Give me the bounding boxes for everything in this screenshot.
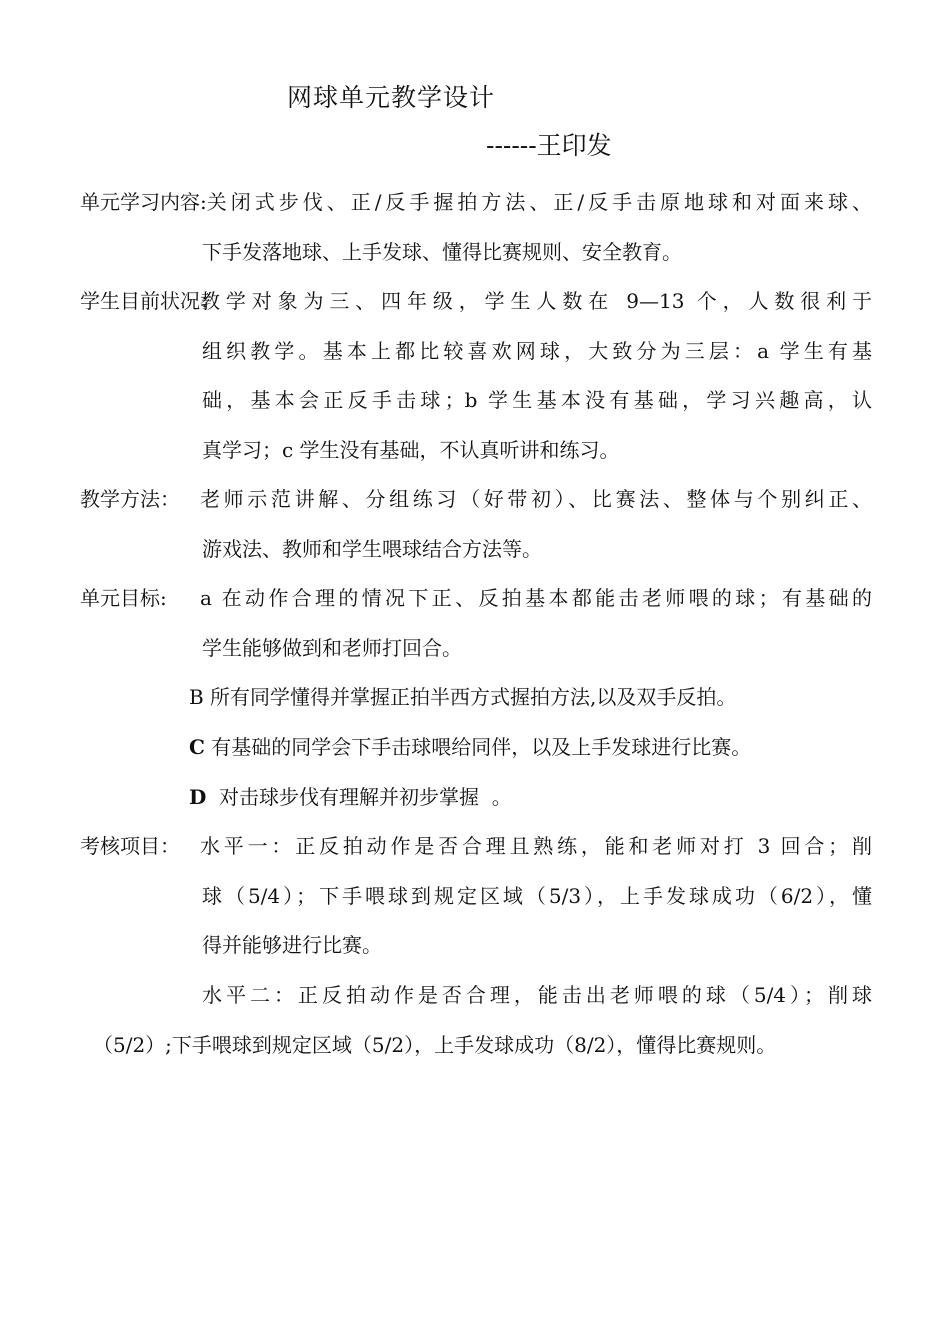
content-label: 单元学习内容:	[80, 190, 207, 214]
goal-item-d-letter: D	[189, 785, 207, 809]
status-text	[200, 277, 872, 327]
method-section	[80, 475, 872, 574]
document-title: 网球单元教学设计	[287, 83, 496, 112]
assessment-text	[200, 822, 872, 872]
document-author: ------王印发	[486, 131, 612, 160]
status-line: 组织教学。基本上都比较喜欢网球，大致分为三层：a 学生有基	[202, 338, 872, 363]
method-label: 教学方法：	[80, 487, 180, 511]
goal-item-b: B 所有同学懂得并掌握正拍半西方式握拍方法,以及双手反拍。	[189, 685, 737, 709]
goal-item-d	[189, 773, 512, 823]
goal-line: 学生能够做到和老师打回合。	[202, 635, 462, 660]
status-line: 教学对象为三、四年级，学生人数在 9—13 个，人数很利于	[200, 289, 872, 313]
assessment-level2	[80, 971, 872, 1070]
assessment-line: 水平一：正反拍动作是否合理且熟练，能和老师对打 3 回合；削	[200, 834, 872, 858]
goal-section	[80, 574, 872, 673]
assessment-level2-line: （5/2）;下手喂球到规定区域（5/2），上手发球成功（8/2），懂得比赛规则。	[93, 1032, 777, 1057]
status-label: 学生目前状况：	[80, 289, 220, 313]
assessment-label: 考核项目：	[80, 834, 180, 858]
assessment-line: 得并能够进行比赛。	[202, 933, 382, 957]
method-text	[200, 475, 872, 525]
status-line: 础，基本会正反手击球；b 学生基本没有基础，学习兴趣高，认	[202, 388, 872, 412]
goal-label: 单元目标:	[80, 586, 167, 610]
method-line: 老师示范讲解、分组练习（好带初）、比赛法、整体与个别纠正、	[200, 487, 872, 511]
content-line: 关闭式步伐、正/反手握拍方法、正/反手击原地球和对面来球、	[206, 190, 872, 214]
content-text	[207, 178, 872, 228]
goal-text	[200, 574, 872, 624]
goal-item-c-letter: C	[189, 735, 205, 759]
assessment-section	[80, 822, 872, 971]
goal-item-c	[189, 723, 751, 773]
goal-item-c-text: 有基础的同学会下手击球喂给同伴，以及上手发球进行比赛。	[204, 735, 752, 759]
assessment-level2-line: 水平二：正反拍动作是否合理，能击出老师喂的球（5/4）；削球	[202, 983, 872, 1007]
content-line: 下手发落地球、上手发球、懂得比赛规则、安全教育。	[202, 239, 682, 264]
method-line: 游戏法、教师和学生喂球结合方法等。	[202, 536, 542, 561]
status-line: 真学习；c 学生没有基础，不认真听讲和练习。	[202, 437, 620, 462]
goal-item-d-text: 对击球步伐有理解并初步掌握 。	[206, 785, 512, 809]
assessment-line: 球（5/4）；下手喂球到规定区域（5/3），上手发球成功（6/2），懂	[202, 883, 872, 908]
content-section	[80, 178, 872, 277]
status-section	[80, 277, 872, 475]
goal-line: a 在动作合理的情况下正、反拍基本都能击老师喂的球；有基础的	[200, 586, 872, 610]
